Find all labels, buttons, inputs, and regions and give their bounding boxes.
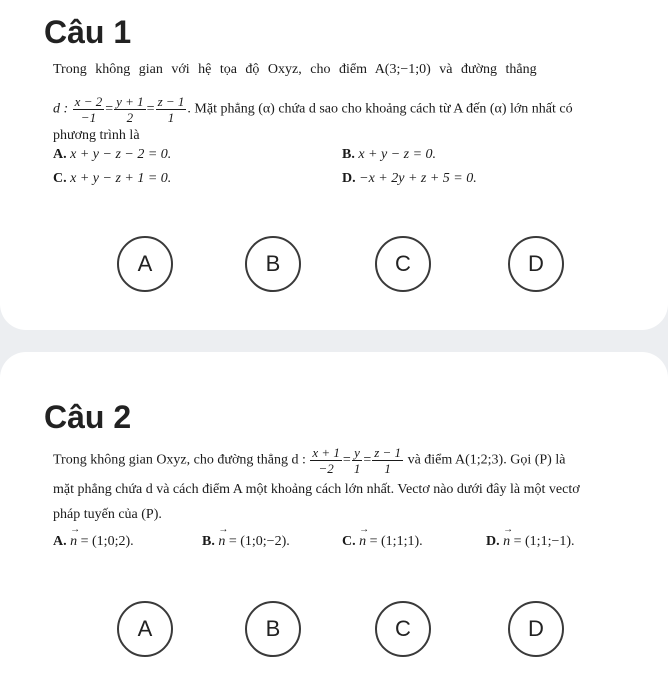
answer-button-a[interactable]: A bbox=[117, 601, 173, 657]
question-text-line-3: phương trình là bbox=[53, 128, 140, 143]
line-label: d : bbox=[53, 101, 69, 117]
answer-button-b[interactable]: B bbox=[245, 236, 301, 292]
answer-button-d[interactable]: D bbox=[508, 601, 564, 657]
question-text-suffix: và điểm A(1;2;3). Gọi (P) là bbox=[407, 452, 566, 468]
fraction-y: $\frac{y + 1}{2}$ bbox=[116, 94, 144, 125]
fraction-z: $\frac{z - 1}{1}$ bbox=[374, 445, 402, 476]
option-c: C. x + y − z + 1 = 0. bbox=[53, 171, 172, 186]
fraction-z: $\frac{z - 1}{1}$ bbox=[157, 94, 185, 125]
answer-button-c[interactable]: C bbox=[375, 236, 431, 292]
option-d: D. → n = (1;1;−1). bbox=[486, 534, 575, 550]
question-card-1 bbox=[0, 0, 668, 330]
question-card-2 bbox=[0, 352, 668, 697]
question-text-line-1: Trong không gian Oxyz, cho đường thẳng d : $\frac{x + 1}{-2}$ = $\frac{y}{1}$ = $\frac{z - 1}{1}$ và điểm A(1;2;3). Gọi (P) là bbox=[53, 445, 566, 476]
option-c: C. → n = (1;1;1). bbox=[342, 534, 423, 550]
option-a: A. → n = (1;0;2). bbox=[53, 534, 134, 550]
option-a: A. x + y − z − 2 = 0. bbox=[53, 147, 172, 162]
fraction-y: $\frac{y}{1}$ bbox=[353, 445, 361, 476]
question-text-line-1: Trong không gian với hệ tọa độ Oxyz, cho điểm A(3;−1;0) và đường thẳng bbox=[53, 62, 537, 77]
fraction-x: $\frac{x - 2}{-1}$ bbox=[74, 94, 103, 125]
answer-button-b[interactable]: B bbox=[245, 601, 301, 657]
question-title: Câu 1 bbox=[44, 14, 132, 50]
question-text-prefix: Trong không gian Oxyz, cho đường thẳng d : bbox=[53, 452, 306, 468]
option-b: B. x + y − z = 0. bbox=[342, 147, 437, 162]
question-text-line-2: mặt phẳng chứa d và cách điểm A một khoảng cách lớn nhất. Vectơ nào dưới đây là một vectơ bbox=[53, 482, 580, 497]
option-d: D. −x + 2y + z + 5 = 0. bbox=[342, 171, 477, 186]
question-title: Câu 2 bbox=[44, 399, 132, 435]
option-b: B. → n = (1;0;−2). bbox=[202, 534, 290, 550]
answer-button-a[interactable]: A bbox=[117, 236, 173, 292]
question-text-suffix: . Mặt phẳng (α) chứa d sao cho khoảng cách từ A đến (α) lớn nhất có bbox=[187, 101, 573, 117]
answer-button-c[interactable]: C bbox=[375, 601, 431, 657]
answer-button-d[interactable]: D bbox=[508, 236, 564, 292]
question-text-line-2: d : $\frac{x - 2}{-1}$ = $\frac{y + 1}{2}$ = $\frac{z - 1}{1}$ . Mặt phẳng (α) chứa d sao cho khoảng cách từ A đến (α) lớn nhất có bbox=[53, 94, 573, 125]
question-text-line-3: pháp tuyến của (P). bbox=[53, 507, 162, 522]
fraction-x: $\frac{x + 1}{-2}$ bbox=[312, 445, 340, 476]
